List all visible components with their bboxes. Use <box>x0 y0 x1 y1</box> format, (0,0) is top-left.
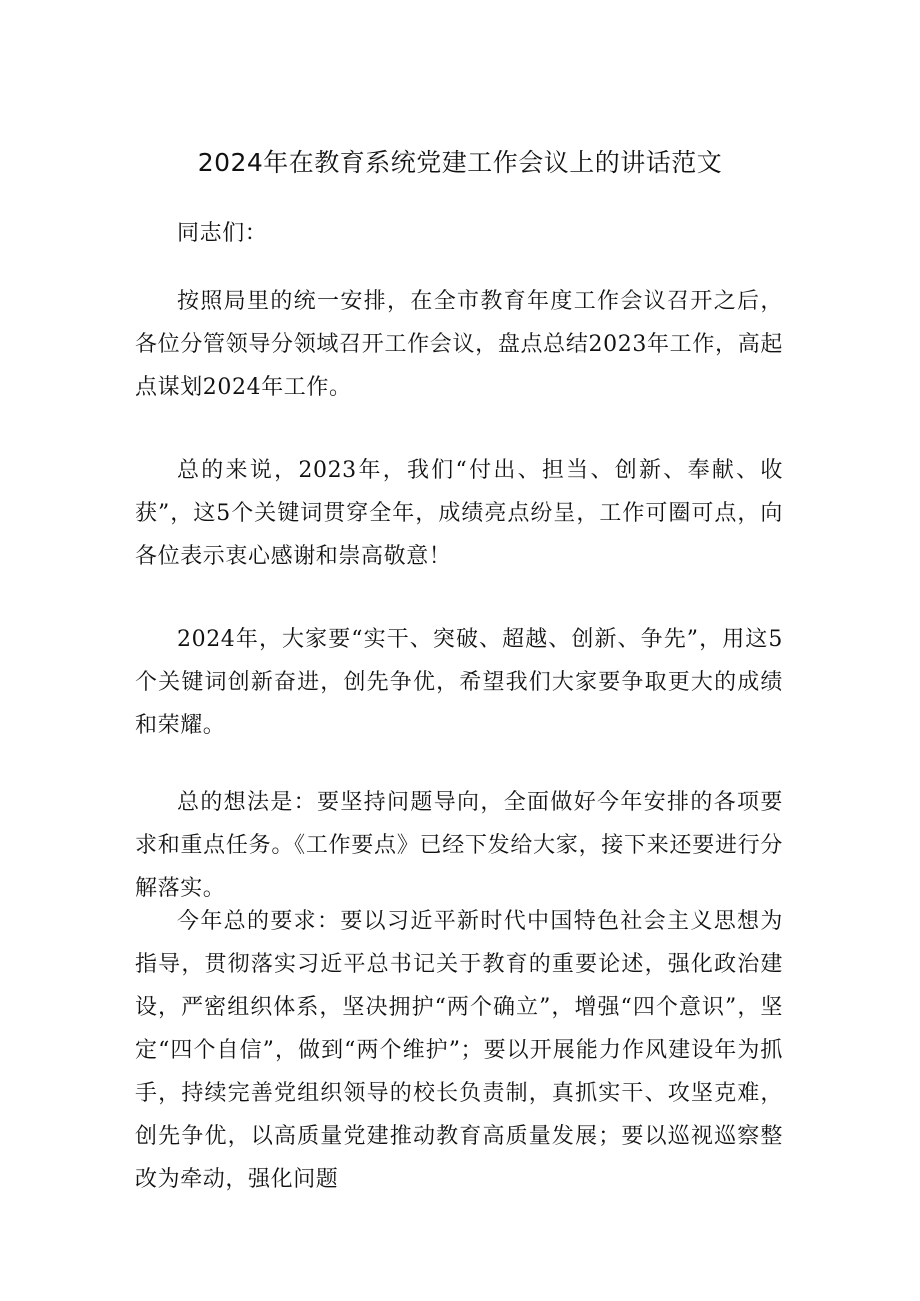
paragraph-3: 2024年，大家要“实干、突破、超越、创新、争先”，用这5个关键词创新奋进，创先争优，希望我们大家要争取更大的成绩和荣耀。 <box>135 627 783 738</box>
paragraph-4: 总的想法是：要坚持问题导向，全面做好今年安排的各项要求和重点任务。《工作要点》已经下发给大家，接下来还要进行分解落实。 <box>135 790 783 901</box>
salutation: 同志们： <box>177 221 268 246</box>
paragraph-1: 按照局里的统一安排，在全市教育年度工作会议召开之后，各位分管领导分领域召开工作会议，盘点总结2023年工作，高起点谋划2024年工作。 <box>135 289 783 400</box>
document-title: 2024年在教育系统党建工作会议上的讲话范文 <box>197 148 723 177</box>
paragraph-5: 今年总的要求：要以习近平新时代中国特色社会主义思想为指导，贯彻落实习近平总书记关于教育的重要论述，强化政治建设，严密组织体系，坚决拥护“两个确立”，增强“四个意识”，坚定“四个自信”，做到“两个维护”；要以开展能力作风建设年为抓手，持续完善党组织领导的校长负责制，真抓实干、攻坚克难，创先争优，以高质量党建推动教育高质量发展；要以巡视巡察整改为牵动，强化问题 <box>135 909 783 1192</box>
paragraph-2: 总的来说，2023年，我们“付出、担当、创新、奉献、收获”，这5个关键词贯穿全年，成绩亮点纷呈，工作可圈可点，向各位表示衷心感谢和崇高敬意！ <box>135 458 783 569</box>
